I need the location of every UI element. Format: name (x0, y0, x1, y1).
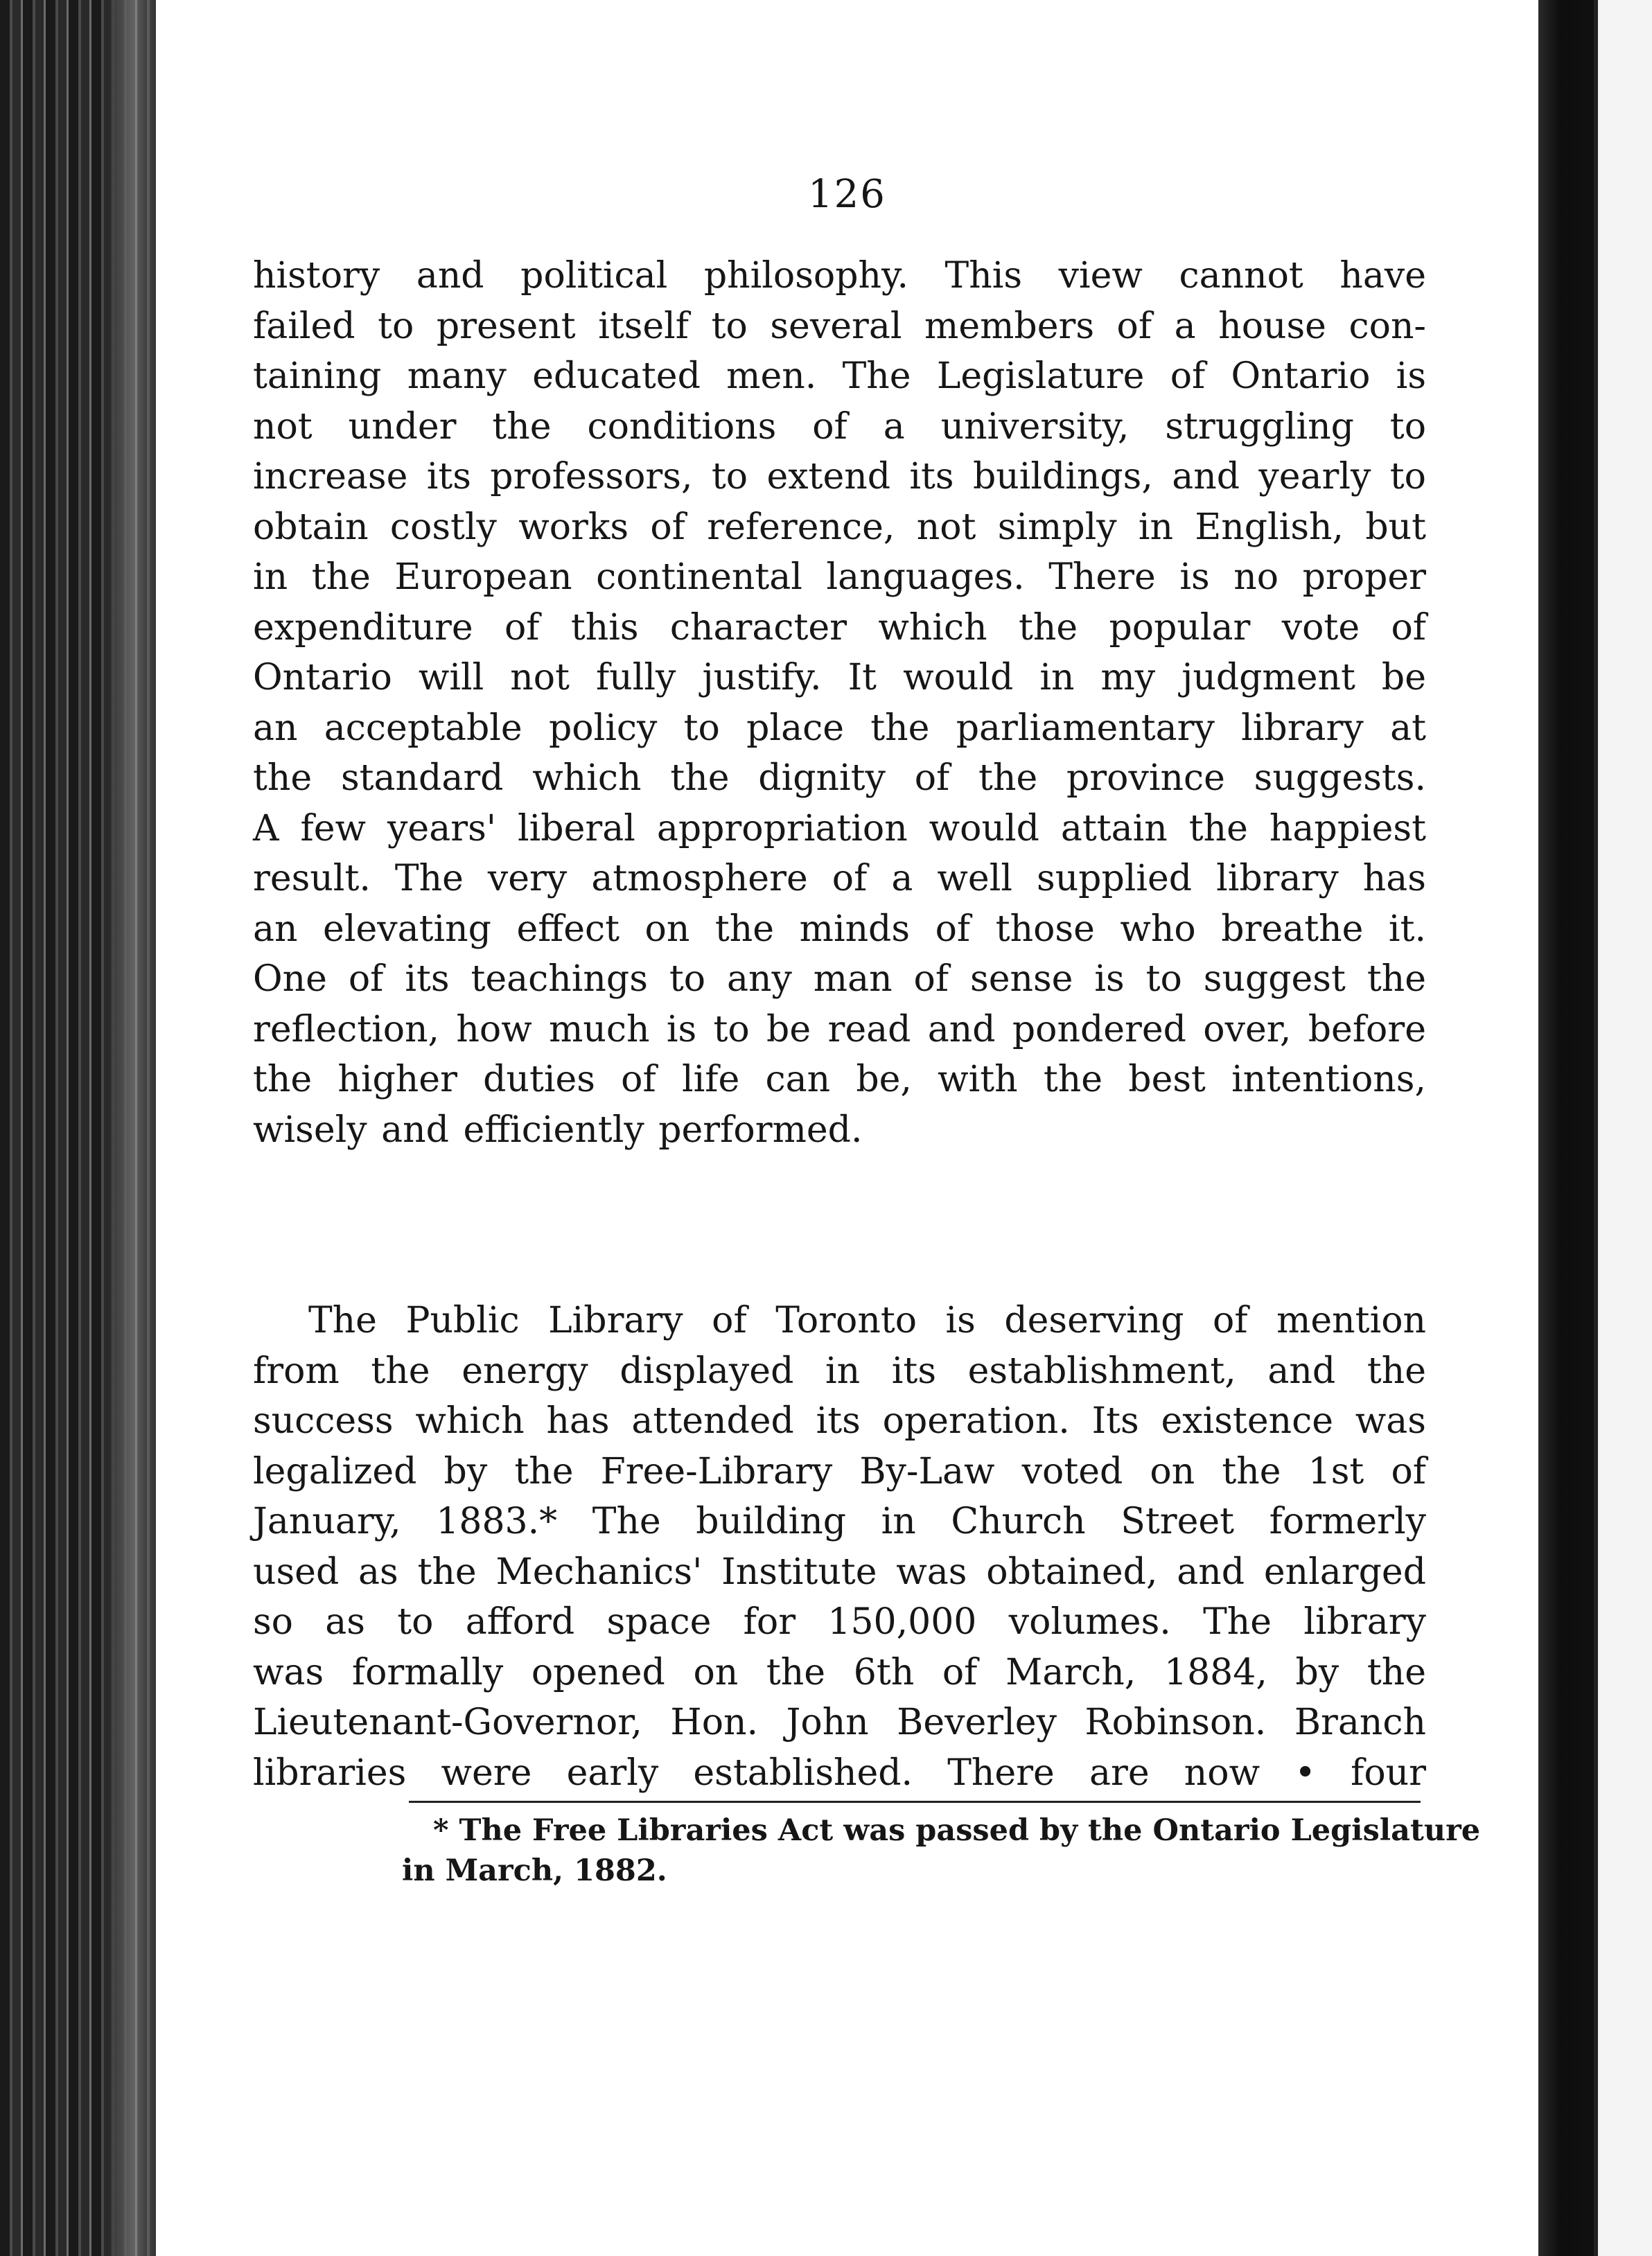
text-line: The Public Library of Toronto is deserving of mention (308, 1300, 1426, 1341)
text-line: so as to afford space for 150,000 volumes. The library (253, 1601, 1426, 1643)
text-line: expenditure of this character which the popular vote of (253, 606, 1426, 649)
page-gutter-shadow (111, 0, 159, 2256)
text-line: One of its teachings to any man of sense is to suggest the (253, 958, 1426, 1000)
text-line: from the energy displayed in its establishment, and the (253, 1350, 1426, 1392)
text-line: Lieutenant-Governor, Hon. John Beverley Robinson. Branch (253, 1702, 1426, 1743)
footnote-line: in March, 1882. (402, 1853, 667, 1888)
text-line: success which has attended its operation. Its existence was (253, 1400, 1426, 1442)
text-line: failed to present itself to several members of a house con- (253, 305, 1426, 347)
text-line: libraries were early established. There are now • four (253, 1752, 1426, 1794)
text-line: obtain costly works of reference, not simply in English, but (253, 506, 1426, 548)
text-line: result. The very atmosphere of a well supplied library has (253, 858, 1426, 899)
text-line: an elevating effect on the minds of those who breathe it. (253, 908, 1426, 950)
text-line: history and political philosophy. This view cannot have (253, 255, 1426, 297)
footnote-divider (409, 1801, 1421, 1803)
text-line: used as the Mechanics' Institute was obtained, and enlarged (253, 1551, 1426, 1593)
text-line: A few years' liberal appropriation would attain the happiest (253, 807, 1426, 849)
paragraph-1 (253, 251, 1426, 1155)
text-line: the higher duties of life can be, with the best intentions, (253, 1059, 1426, 1100)
page-number: 126 (808, 172, 886, 217)
next-page-edge (1594, 0, 1652, 2256)
text-line: reflection, how much is to be read and pondered over, before (253, 1008, 1426, 1050)
text-line: was formally opened on the 6th of March, 1884, by the (253, 1651, 1426, 1693)
text-line: wisely and efficiently performed. (253, 1109, 863, 1151)
footnote-line: * The Free Libraries Act was passed by the Ontario Legislature (433, 1813, 1481, 1848)
footnote (402, 1810, 1481, 1891)
text-line: an acceptable policy to place the parliamentary library at (253, 707, 1426, 749)
text-line: taining many educated men. The Legislature of Ontario is (253, 355, 1426, 397)
text-line: legalized by the Free-Library By-Law voted on the 1st of (253, 1450, 1426, 1492)
text-line: the standard which the dignity of the province suggests. (253, 757, 1426, 799)
paragraph-2 (253, 1296, 1426, 1798)
book-edge-right-shadow (1538, 0, 1594, 2256)
text-line: Ontario will not fully justify. It would in my judgment be (253, 657, 1426, 698)
text-line: in the European continental languages. There is no proper (253, 556, 1426, 598)
text-line: not under the conditions of a university, struggling to (253, 405, 1426, 448)
text-line: increase its professors, to extend its buildings, and yearly to (253, 456, 1426, 497)
text-line: January, 1883.* The building in Church Street formerly (253, 1501, 1426, 1542)
